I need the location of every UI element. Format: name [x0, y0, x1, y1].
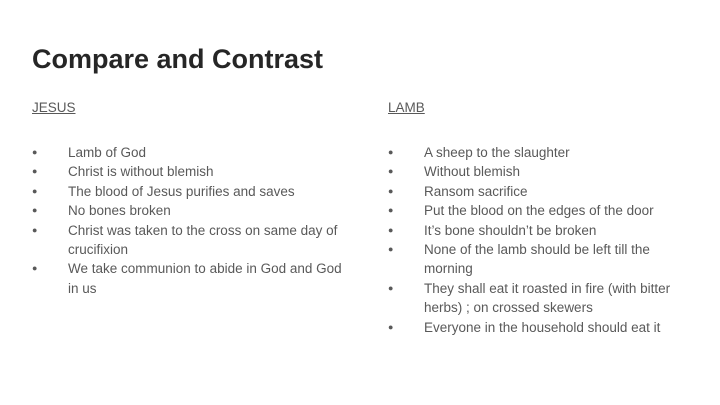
list-item	[388, 221, 698, 240]
list-item	[388, 318, 698, 337]
list-item-text: Put the blood on the edges of the door	[424, 203, 654, 219]
jesus-bullet-list	[32, 143, 352, 298]
list-item-text: Christ is without blemish	[68, 164, 214, 180]
list-item-text: None of the lamb should be left till the morning	[424, 242, 650, 277]
bullet-icon: ●	[388, 224, 394, 235]
jesus-heading: JESUS	[32, 100, 76, 115]
list-item-text: Without blemish	[424, 164, 521, 180]
bullet-icon: ●	[32, 224, 38, 235]
bullet-icon: ●	[388, 205, 394, 216]
bullet-icon: ●	[32, 205, 38, 216]
list-item	[32, 201, 352, 220]
list-item	[32, 259, 352, 298]
bullet-icon: ●	[32, 185, 38, 196]
list-item	[388, 201, 698, 220]
jesus-column	[32, 98, 352, 298]
list-item-text: No bones broken	[68, 203, 171, 219]
bullet-icon: ●	[388, 185, 394, 196]
list-item-text: Lamb of God	[68, 145, 147, 160]
lamb-heading: LAMB	[388, 100, 425, 115]
list-item-text: Ransom sacrifice	[424, 183, 528, 199]
lamb-bullet-list	[388, 143, 698, 337]
lamb-column	[388, 98, 698, 337]
bullet-icon: ●	[32, 147, 38, 157]
bullet-icon: ●	[388, 244, 394, 255]
list-item	[32, 143, 352, 162]
list-item-text: A sheep to the slaughter	[424, 145, 570, 160]
list-item	[388, 279, 698, 318]
slide-title: Compare and Contrast	[32, 44, 324, 74]
bullet-icon: ●	[32, 263, 38, 274]
bullet-icon: ●	[32, 166, 38, 177]
list-item	[32, 162, 352, 181]
list-item	[388, 162, 698, 181]
bullet-icon: ●	[388, 282, 394, 293]
list-item-text: Christ was taken to the cross on same day of crucifixion	[68, 222, 338, 258]
bullet-icon: ●	[388, 166, 394, 177]
list-item-text: The blood of Jesus purifies and saves	[68, 183, 295, 199]
list-item	[388, 240, 698, 279]
list-item	[388, 182, 698, 201]
list-item	[32, 182, 352, 201]
list-item-text: They shall eat it roasted in fire (with bitter herbs) ; on crossed skewers	[424, 280, 671, 316]
bullet-icon: ●	[388, 147, 394, 157]
list-item	[32, 221, 352, 260]
bullet-icon: ●	[388, 321, 394, 332]
list-item-text: It’s bone shouldn’t be broken	[424, 222, 597, 238]
list-item-text: Everyone in the household should eat it	[424, 319, 661, 335]
list-item	[388, 143, 698, 162]
list-item-text: We take communion to abide in God and God in us	[68, 261, 342, 296]
